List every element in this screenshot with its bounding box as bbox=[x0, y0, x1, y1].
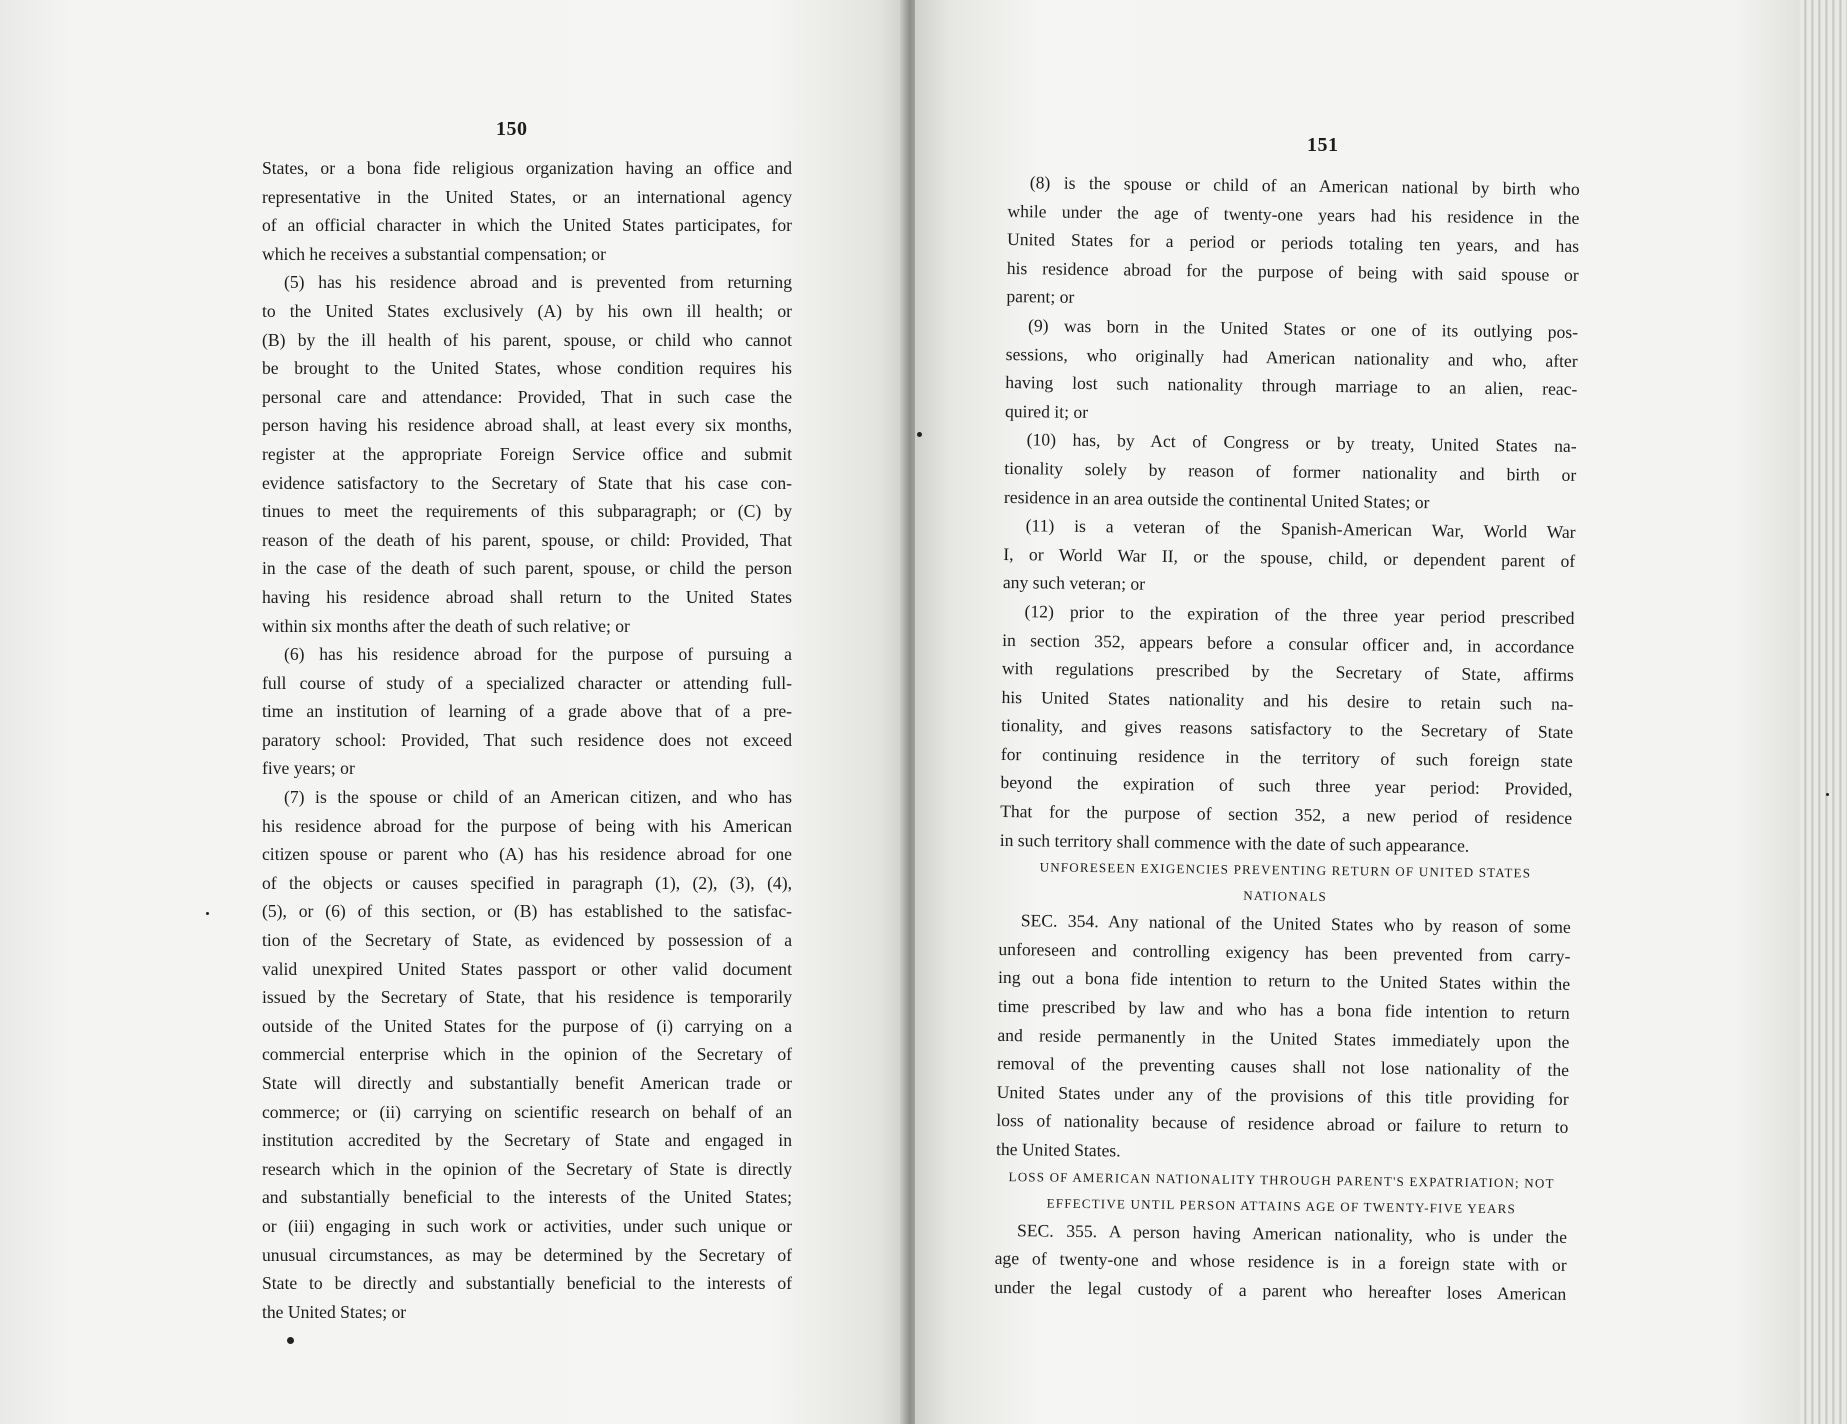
text-line: tionality, and gives reasons satisfactory to the Secretary of State bbox=[1001, 715, 1574, 743]
text-line: his residence abroad for the purpose of being with his American bbox=[262, 815, 792, 836]
text-line: representative in the United States, or an international agency bbox=[262, 186, 792, 207]
right-page bbox=[915, 0, 1805, 1424]
text-line: State to be directly and substantially beneficial to the interests of bbox=[262, 1273, 792, 1294]
text-line: valid unexpired United States passport or other valid document bbox=[262, 958, 792, 979]
text-line: his United States nationality and his desire to retain such na- bbox=[1001, 686, 1574, 714]
text-line: having lost such nationality through marriage to an alien, reac- bbox=[1005, 372, 1578, 400]
text-line: SEC. 355. A person having American nationality, who is under the bbox=[1016, 1219, 1568, 1247]
text-line: State will directly and substantially benefit American trade or bbox=[262, 1073, 792, 1093]
text-line: tion of the Secretary of State, as evidenced by possession of a bbox=[262, 930, 792, 951]
text-line: or (iii) engaging in such work or activities, under such unique or bbox=[262, 1215, 792, 1236]
text-line: removal of the preventing causes shall not lose nationality of the bbox=[996, 1053, 1570, 1081]
text-line: commercial enterprise which in the opinion of the Secretary of bbox=[262, 1044, 792, 1065]
left-page bbox=[0, 0, 905, 1424]
section-heading: EFFECTIVE UNTIL PERSON ATTAINS AGE OF TWENTY-FIVE YEARS bbox=[1046, 1195, 1517, 1216]
text-line: any such veteran; or bbox=[1002, 572, 1146, 595]
text-line: United States for a period or periods totaling ten years, and has bbox=[1007, 229, 1580, 257]
text-line: which he receives a substantial compensation; or bbox=[262, 243, 606, 264]
text-line: citizen spouse or parent who (A) has his residence abroad for one bbox=[262, 844, 792, 865]
text-line: parent; or bbox=[1006, 286, 1075, 308]
text-line: tionality solely by reason of former nationality and birth or bbox=[1004, 457, 1577, 485]
text-line: (9) was born in the United States or one of its outlying pos- bbox=[1027, 315, 1579, 342]
text-line: for continuing residence in the territory of such foreign state bbox=[1000, 743, 1573, 771]
text-line: (7) is the spouse or child of an American citizen, and who has bbox=[284, 787, 792, 808]
page-edges bbox=[1800, 0, 1847, 1424]
text-line: the United States. bbox=[995, 1138, 1121, 1161]
section-heading: LOSS OF AMERICAN NATIONALITY THROUGH PARENT'S EXPATRIATION; NOT bbox=[1008, 1168, 1555, 1191]
text-line: five years; or bbox=[262, 758, 355, 779]
text-line: (11) is a veteran of the Spanish-American War, World War bbox=[1025, 515, 1576, 543]
text-line: (5) has his residence abroad and is prevented from returning bbox=[284, 272, 792, 293]
text-line: of the objects or causes specified in paragraph (1), (2), (3), (4), bbox=[262, 872, 792, 893]
left-page-number: 150 bbox=[496, 118, 528, 140]
section-heading: NATIONALS bbox=[1243, 888, 1328, 905]
text-line: outside of the United States for the purpose of (i) carrying on a bbox=[262, 1015, 792, 1036]
text-line: quired it; or bbox=[1004, 400, 1089, 422]
ink-speck bbox=[287, 1337, 294, 1344]
text-line: paratory school: Provided, That such residence does not exceed bbox=[262, 729, 792, 750]
text-line: full course of study of a specialized character or attending full- bbox=[262, 672, 792, 693]
ink-speck bbox=[917, 432, 922, 437]
ink-speck bbox=[1826, 793, 1829, 796]
text-line: time prescribed by law and who has a bona fide intention to return bbox=[997, 995, 1570, 1023]
section-heading: UNFORESEEN EXIGENCIES PREVENTING RETURN OF UNITED STATES bbox=[1039, 859, 1532, 881]
text-line: having his residence abroad shall return to the United States bbox=[262, 586, 792, 607]
text-line: (6) has his residence abroad for the purpose of pursuing a bbox=[284, 644, 792, 665]
text-line: the United States; or bbox=[262, 1301, 407, 1322]
text-line: in section 352, appears before a consular officer and, in accordance bbox=[1002, 629, 1575, 657]
text-line: age of twenty-one and whose residence is in a foreign state with or bbox=[994, 1248, 1567, 1276]
text-line: United States under any of the provisions of this title providing for bbox=[996, 1081, 1569, 1109]
text-line: reason of the death of his parent, spouse, or child: Provided, That bbox=[262, 529, 792, 550]
text-line: issued by the Secretary of State, that his residence is temporarily bbox=[262, 987, 792, 1008]
text-line: sessions, who originally had American nationality and who, after bbox=[1005, 343, 1578, 371]
text-line: his residence abroad for the purpose of being with said spouse or bbox=[1006, 257, 1579, 285]
text-line: while under the age of twenty-one years had his residence in the bbox=[1007, 200, 1580, 228]
text-line: with regulations prescribed by the Secretary of State, affirms bbox=[1001, 658, 1574, 686]
text-line: of an official character in which the United States participates, for bbox=[262, 215, 792, 236]
right-page-number: 151 bbox=[1307, 134, 1339, 156]
text-line: (10) has, by Act of Congress or by treaty, United States na- bbox=[1026, 429, 1577, 457]
text-line: to the United States exclusively (A) by his own ill health; or bbox=[262, 300, 792, 321]
right-page-text bbox=[994, 168, 1580, 1308]
text-line: institution accredited by the Secretary of State and engaged in bbox=[262, 1130, 792, 1151]
text-line: ing out a bona fide intention to return to the United States within the bbox=[997, 967, 1571, 995]
text-line: tinues to meet the requirements of this subparagraph; or (C) by bbox=[262, 501, 792, 522]
text-line: States, or a bona fide religious organization having an office and bbox=[262, 158, 792, 178]
text-line: SEC. 354. Any national of the United States who by reason of some bbox=[1020, 910, 1571, 938]
ink-speck bbox=[206, 912, 209, 915]
left-page-text bbox=[262, 154, 792, 1326]
text-line: in the case of the death of such parent, spouse, or child the person bbox=[262, 558, 792, 579]
text-line: under the legal custody of a parent who hereafter loses American bbox=[994, 1276, 1567, 1304]
text-line: (12) prior to the expiration of the three year period prescribed bbox=[1024, 601, 1575, 628]
text-line: and reside permanently in the United States immediately upon the bbox=[997, 1024, 1570, 1052]
text-line: (5), or (6) of this section, or (B) has established to the satisfac- bbox=[262, 901, 792, 922]
text-line: beyond the expiration of such three year period: Provided, bbox=[1000, 772, 1573, 800]
text-line: and substantially beneficial to the interests of the United States; bbox=[262, 1187, 792, 1208]
text-line: unforeseen and controlling exigency has been prevented from carry- bbox=[998, 938, 1571, 966]
text-line: That for the purpose of section 352, a new period of residence bbox=[1000, 801, 1573, 829]
text-line: (8) is the spouse or child of an American national by birth who bbox=[1029, 172, 1580, 199]
text-line: be brought to the United States, whose condition requires his bbox=[262, 358, 792, 379]
text-line: loss of nationality because of residence abroad or failure to return to bbox=[996, 1110, 1569, 1138]
text-line: I, or World War II, or the spouse, child, or dependent parent of bbox=[1003, 543, 1576, 571]
text-line: research which in the opinion of the Secretary of State is directly bbox=[262, 1158, 792, 1179]
text-line: time an institution of learning of a grade above that of a pre- bbox=[262, 701, 792, 722]
text-line: in such territory shall commence with the date of such appearance. bbox=[999, 829, 1470, 856]
text-line: residence in an area outside the continental United States; or bbox=[1003, 486, 1430, 512]
text-line: person having his residence abroad shall, at least every six months, bbox=[262, 415, 792, 436]
text-line: register at the appropriate Foreign Service office and submit bbox=[262, 443, 792, 464]
text-line: personal care and attendance: Provided, That in such case the bbox=[262, 386, 792, 407]
text-line: within six months after the death of such relative; or bbox=[262, 615, 630, 636]
text-line: unusual circumstances, as may be determined by the Secretary of bbox=[262, 1244, 792, 1265]
text-line: (B) by the ill health of his parent, spouse, or child who cannot bbox=[262, 329, 792, 350]
text-line: commerce; or (ii) carrying on scientific research on behalf of an bbox=[262, 1101, 792, 1122]
text-line: evidence satisfactory to the Secretary of State that his case con- bbox=[262, 472, 792, 493]
